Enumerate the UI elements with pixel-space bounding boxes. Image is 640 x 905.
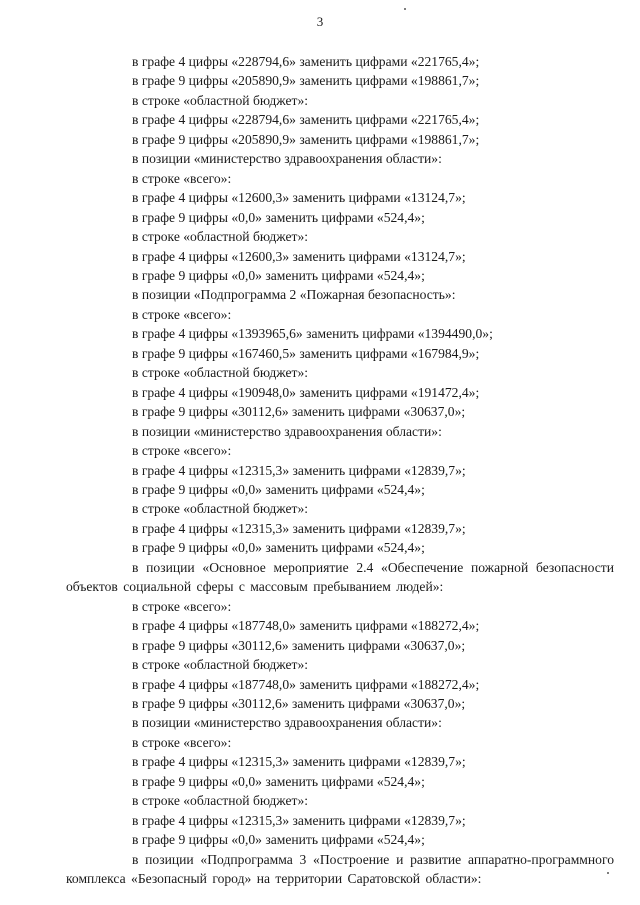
text-line: в строке «всего»: <box>132 306 232 322</box>
text-line: в графе 9 цифры «205890,9» заменить цифрами «198861,7»; <box>132 73 480 89</box>
text-line: в графе 9 цифры «30112,6» заменить цифрами «30637,0»; <box>132 404 466 420</box>
text-line: в графе 9 цифры «0,0» заменить цифрами «524,4»; <box>132 267 425 283</box>
text-line: в строке «областной бюджет»: <box>132 657 309 673</box>
text-line: в графе 4 цифры «12315,3» заменить цифрами «12839,7»; <box>132 754 466 770</box>
scan-speck <box>404 8 406 10</box>
text-line: в строке «всего»: <box>132 443 232 459</box>
text-line: в позиции «министерство здравоохранения области»: <box>132 151 442 167</box>
text-line: в графе 9 цифры «205890,9» заменить цифрами «198861,7»; <box>132 131 480 147</box>
text-line: в строке «всего»: <box>132 734 232 750</box>
text-line: в строке «областной бюджет»: <box>132 501 309 517</box>
text-line: в графе 9 цифры «0,0» заменить цифрами «524,4»; <box>132 209 425 225</box>
text-line: в позиции «министерство здравоохранения области»: <box>132 715 442 731</box>
text-line: в строке «областной бюджет»: <box>132 92 309 108</box>
text-line: в строке «всего»: <box>132 170 232 186</box>
text-line: в графе 4 цифры «12600,3» заменить цифрами «13124,7»; <box>132 248 466 264</box>
text-line: в графе 9 цифры «30112,6» заменить цифрами «30637,0»; <box>132 695 466 711</box>
text-line: в графе 4 цифры «190948,0» заменить цифрами «191472,4»; <box>132 384 480 400</box>
text-line: в строке «областной бюджет»: <box>132 229 309 245</box>
text-line: в графе 4 цифры «187748,0» заменить цифрами «188272,4»; <box>132 618 480 634</box>
text-line: в графе 4 цифры «12315,3» заменить цифрами «12839,7»; <box>132 462 466 478</box>
text-line: в графе 4 цифры «12315,3» заменить цифрами «12839,7»; <box>132 520 466 536</box>
text-line: в графе 9 цифры «167460,5» заменить цифрами «167984,9»; <box>132 345 480 361</box>
text-line: в графе 4 цифры «12600,3» заменить цифрами «13124,7»; <box>132 190 466 206</box>
text-line: в графе 4 цифры «1393965,6» заменить цифрами «1394490,0»; <box>132 326 493 342</box>
text-line: в строке «всего»: <box>132 598 232 614</box>
text-line: в графе 9 цифры «0,0» заменить цифрами «524,4»; <box>132 773 425 789</box>
text-line: в позиции «Подпрограмма 2 «Пожарная безопасность»: <box>132 287 456 303</box>
text-line: в графе 9 цифры «0,0» заменить цифрами «524,4»; <box>132 832 425 848</box>
text-line: в строке «областной бюджет»: <box>132 793 309 809</box>
text-line: в графе 4 цифры «228794,6» заменить цифрами «221765,4»; <box>132 112 480 128</box>
text-line: в графе 9 цифры «0,0» заменить цифрами «524,4»; <box>132 540 425 556</box>
text-line: в строке «областной бюджет»: <box>132 365 309 381</box>
text-line: в позиции «министерство здравоохранения области»: <box>132 423 442 439</box>
text-line: в графе 4 цифры «12315,3» заменить цифрами «12839,7»; <box>132 812 466 828</box>
document-body <box>66 52 614 888</box>
text-line: в графе 4 цифры «228794,6» заменить цифрами «221765,4»; <box>132 54 480 69</box>
text-line: в графе 9 цифры «0,0» заменить цифрами «524,4»; <box>132 481 425 497</box>
text-line: в графе 4 цифры «187748,0» заменить цифрами «188272,4»; <box>132 676 480 692</box>
paragraph-subprogram-3: в позиции «Подпрограмма 3 «Построение и развитие аппаратно-программного комплекса «Безопасный город» на территории Саратовской области»: <box>66 851 614 887</box>
text-line: в графе 9 цифры «30112,6» заменить цифрами «30637,0»; <box>132 637 466 653</box>
paragraph-main-activity: в позиции «Основное мероприятие 2.4 «Обеспечение пожарной безопасности объектов социальной сферы с массовым пребыванием людей»: <box>66 559 614 595</box>
page-number: 3 <box>316 14 324 29</box>
